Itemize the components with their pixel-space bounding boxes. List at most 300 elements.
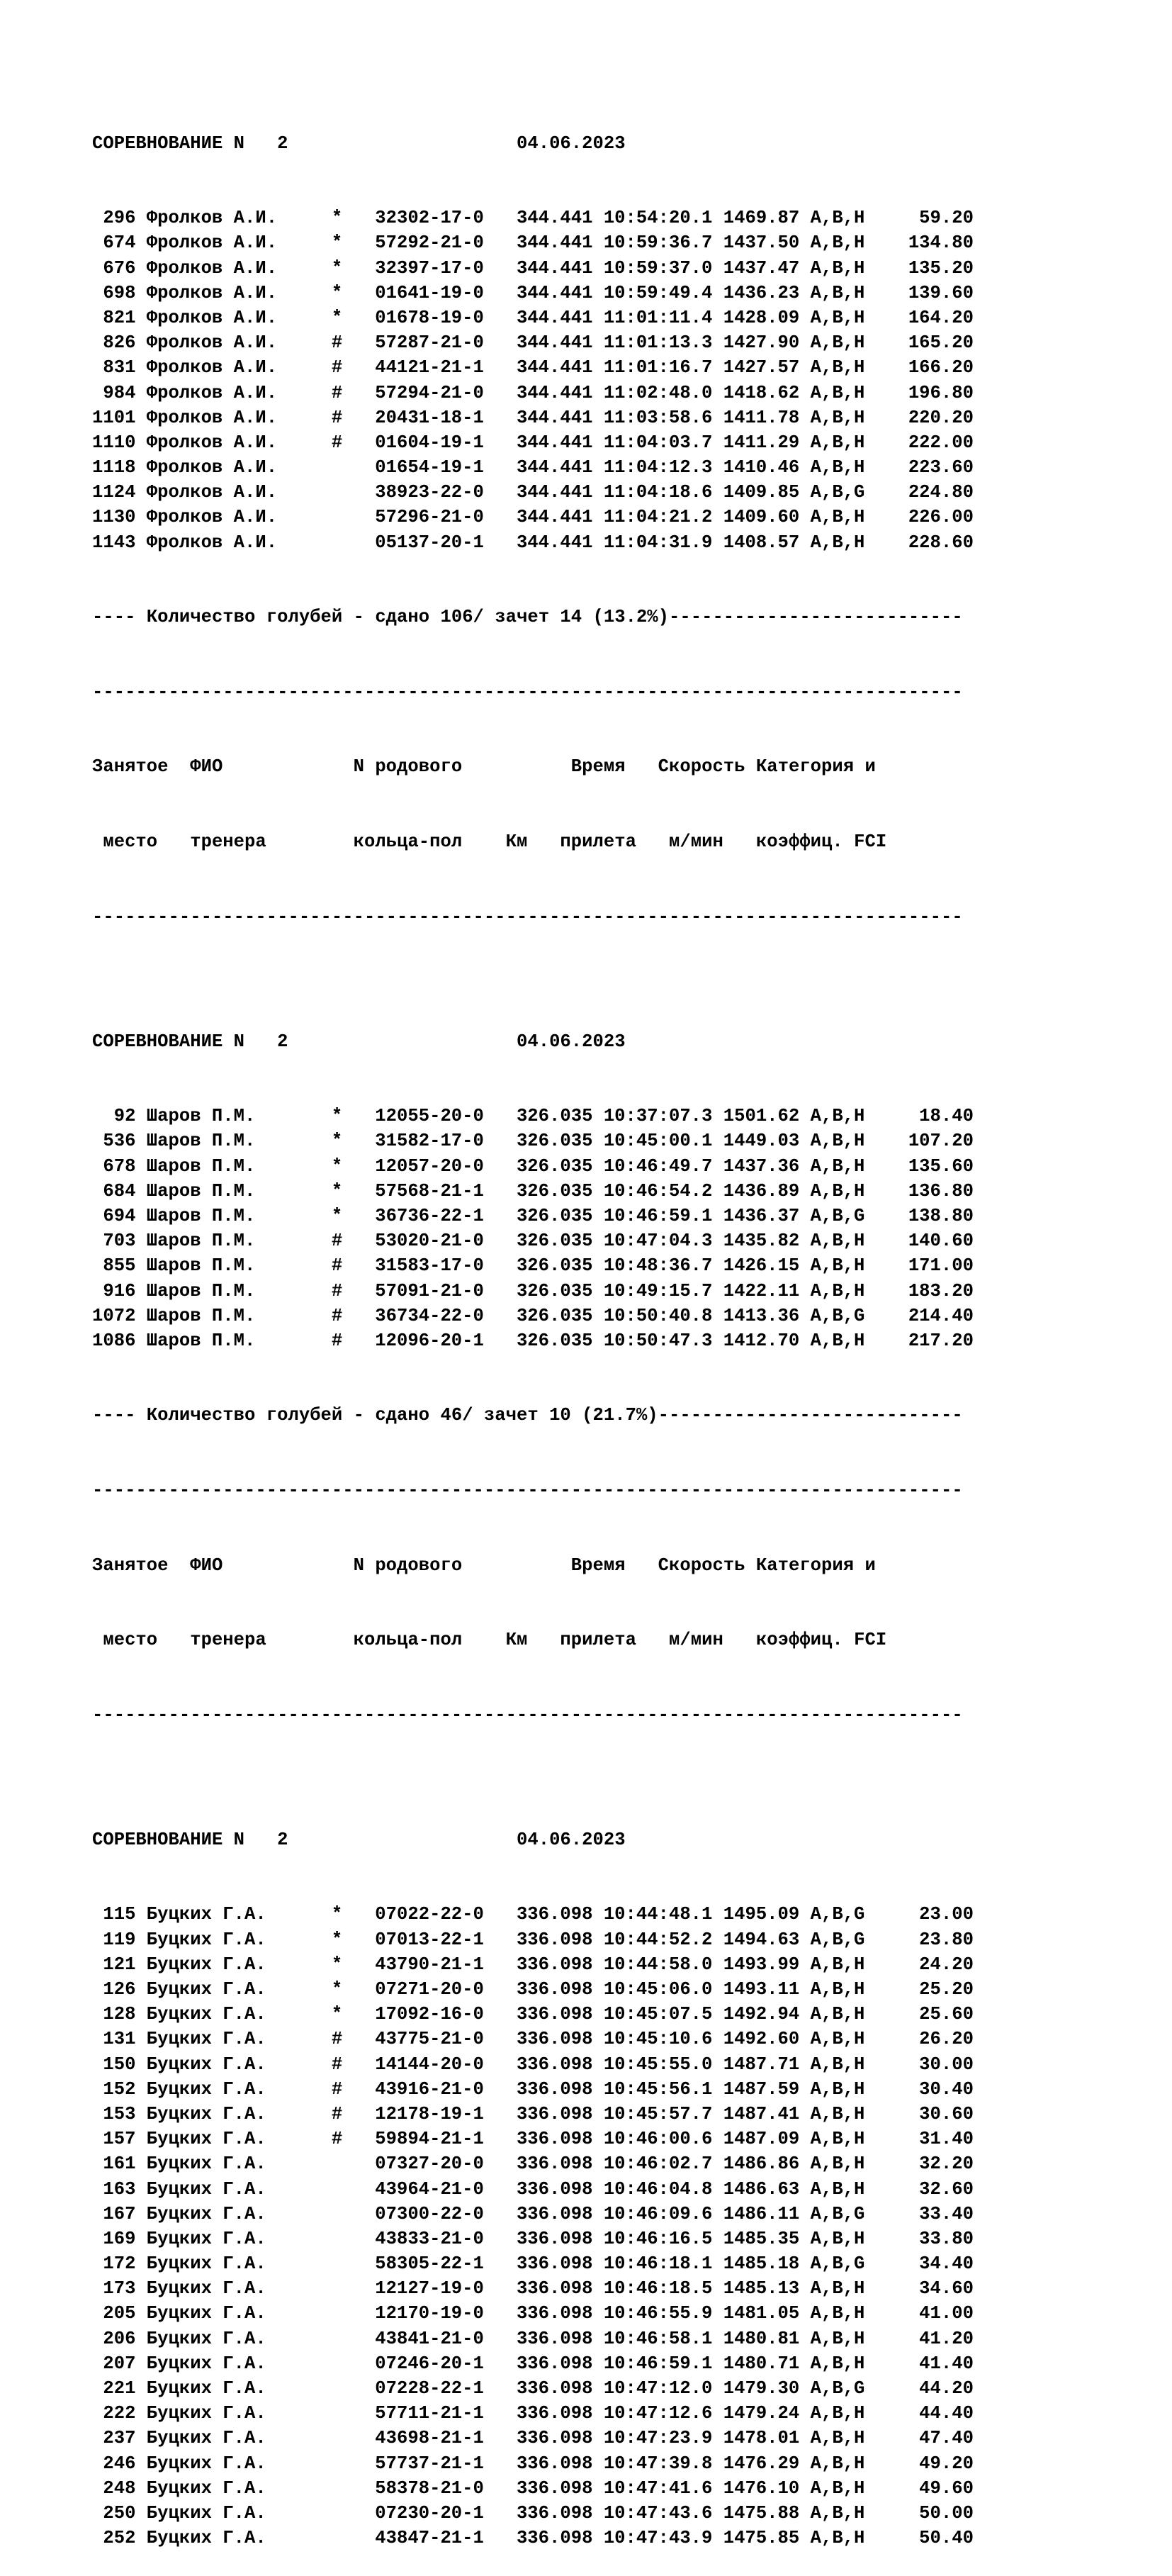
place: 1110 xyxy=(92,432,136,453)
table-row xyxy=(92,2426,1155,2451)
table-row xyxy=(92,1104,1155,1129)
place: 119 xyxy=(92,1929,136,1950)
coefficient: 33.80 xyxy=(919,2228,974,2249)
speed: 1409.60 xyxy=(723,507,800,528)
place: 121 xyxy=(92,1954,136,1975)
place: 1118 xyxy=(92,457,136,478)
coefficient: 23.00 xyxy=(919,1904,974,1925)
category: A,B,H xyxy=(810,2004,865,2025)
mark: * xyxy=(331,1929,343,1950)
arrival-time: 10:47:39.8 xyxy=(603,2453,713,2474)
category: A,B,G xyxy=(810,1205,865,1226)
coefficient: 50.40 xyxy=(919,2528,974,2549)
place: 676 xyxy=(92,257,136,279)
trainer-name: Буцких Г.А. xyxy=(146,2303,266,2324)
ring-number: 38923-22-0 xyxy=(375,482,484,503)
table-row xyxy=(92,306,1155,330)
table-row xyxy=(92,1279,1155,1304)
place: 128 xyxy=(92,2004,136,2025)
arrival-time: 10:45:07.5 xyxy=(603,2004,713,2025)
ring-number: 53020-21-0 xyxy=(375,1231,484,1252)
table-row xyxy=(92,2151,1155,2176)
place: 163 xyxy=(92,2178,136,2200)
coefficient: 23.80 xyxy=(919,1929,974,1950)
speed: 1478.01 xyxy=(723,2428,800,2449)
speed: 1437.50 xyxy=(723,233,800,254)
category: A,B,H xyxy=(810,2428,865,2449)
distance: 344.441 xyxy=(516,507,593,528)
category: A,B,H xyxy=(810,382,865,403)
category: A,B,G xyxy=(810,1929,865,1950)
arrival-time: 10:46:04.8 xyxy=(603,2178,713,2200)
trainer-name: Фролков А.И. xyxy=(146,208,278,229)
place: 115 xyxy=(92,1904,136,1925)
ring-number: 07246-20-1 xyxy=(375,2353,484,2374)
arrival-time: 10:46:18.5 xyxy=(603,2278,713,2300)
category: A,B,G xyxy=(810,1904,865,1925)
arrival-time: 10:46:54.2 xyxy=(603,1180,713,1202)
arrival-time: 10:46:58.1 xyxy=(603,2328,713,2349)
distance: 326.035 xyxy=(516,1255,593,1277)
speed: 1436.89 xyxy=(723,1180,800,1202)
place: 126 xyxy=(92,1979,136,2000)
coefficient: 228.60 xyxy=(908,532,974,553)
category: A,B,H xyxy=(810,2303,865,2324)
place: 250 xyxy=(92,2502,136,2524)
ring-number: 12096-20-1 xyxy=(375,1330,484,1351)
ring-number: 57568-21-1 xyxy=(375,1180,484,1202)
speed: 1481.05 xyxy=(723,2303,800,2324)
place: 152 xyxy=(92,2078,136,2100)
speed: 1476.10 xyxy=(723,2477,800,2499)
table-row xyxy=(92,1328,1155,1353)
category: A,B,H xyxy=(810,307,865,328)
trainer-name: Буцких Г.А. xyxy=(146,2378,266,2399)
arrival-time: 11:04:12.3 xyxy=(603,457,713,478)
ring-number: 57091-21-0 xyxy=(375,1280,484,1301)
coefficient: 24.20 xyxy=(919,1954,974,1975)
arrival-time: 10:47:41.6 xyxy=(603,2477,713,2499)
distance: 336.098 xyxy=(516,2054,593,2075)
speed: 1492.94 xyxy=(723,2004,800,2025)
speed: 1422.11 xyxy=(723,1280,800,1301)
place: 1101 xyxy=(92,407,136,428)
distance: 344.441 xyxy=(516,307,593,328)
trainer-name: Фролков А.И. xyxy=(146,507,278,528)
table-row xyxy=(92,1179,1155,1204)
table-row xyxy=(92,381,1155,405)
table-row xyxy=(92,1952,1155,1977)
ring-number: 07230-20-1 xyxy=(375,2502,484,2524)
speed: 1485.18 xyxy=(723,2253,800,2275)
coefficient: 50.00 xyxy=(919,2502,974,2524)
place: 984 xyxy=(92,382,136,403)
table-row xyxy=(92,1977,1155,2002)
distance: 336.098 xyxy=(516,2203,593,2224)
distance: 336.098 xyxy=(516,2278,593,2300)
distance: 336.098 xyxy=(516,2154,593,2175)
trainer-name: Шаров П.М. xyxy=(146,1280,256,1301)
arrival-time: 11:04:21.2 xyxy=(603,507,713,528)
trainer-name: Шаров П.М. xyxy=(146,1180,256,1202)
speed: 1436.23 xyxy=(723,282,800,303)
place: 153 xyxy=(92,2103,136,2124)
coefficient: 33.40 xyxy=(919,2203,974,2224)
coefficient: 41.00 xyxy=(919,2303,974,2324)
ring-number: 44121-21-1 xyxy=(375,357,484,379)
results-list xyxy=(92,1902,1155,2550)
trainer-name: Буцких Г.А. xyxy=(146,1954,266,1975)
speed: 1409.85 xyxy=(723,482,800,503)
table-row xyxy=(92,2476,1155,2501)
speed: 1428.09 xyxy=(723,307,800,328)
distance: 344.441 xyxy=(516,233,593,254)
category: A,B,H xyxy=(810,1954,865,1975)
place: 173 xyxy=(92,2278,136,2300)
category: A,B,H xyxy=(810,2029,865,2050)
speed: 1492.60 xyxy=(723,2029,800,2050)
ring-number: 01604-19-1 xyxy=(375,432,484,453)
ring-number: 57711-21-1 xyxy=(375,2403,484,2424)
trainer-name: Шаров П.М. xyxy=(146,1255,256,1277)
ring-number: 17092-16-0 xyxy=(375,2004,484,2025)
trainer-name: Буцких Г.А. xyxy=(146,2353,266,2374)
column-header-line-1: Занятое ФИО N родового Время Скорость Категория и xyxy=(92,1555,876,1576)
mark: # xyxy=(331,407,343,428)
distance: 336.098 xyxy=(516,2328,593,2349)
distance: 344.441 xyxy=(516,432,593,453)
arrival-time: 10:37:07.3 xyxy=(603,1106,713,1127)
mark: # xyxy=(331,2078,343,2100)
coefficient: 32.20 xyxy=(919,2154,974,2175)
mark: # xyxy=(331,2054,343,2075)
distance: 344.441 xyxy=(516,482,593,503)
coefficient: 30.00 xyxy=(919,2054,974,2075)
arrival-time: 10:47:23.9 xyxy=(603,2428,713,2449)
distance: 336.098 xyxy=(516,2378,593,2399)
speed: 1494.63 xyxy=(723,1929,800,1950)
trainer-name: Фролков А.И. xyxy=(146,233,278,254)
speed: 1487.41 xyxy=(723,2103,800,2124)
category: A,B,H xyxy=(810,407,865,428)
coefficient: 222.00 xyxy=(908,432,974,453)
mark: * xyxy=(331,1904,343,1925)
section-title: СОРЕВНОВАНИЕ N 2 04.06.2023 xyxy=(92,1031,626,1052)
column-header-line-2: место тренера кольца-пол Км прилета м/мин коэффиц. FCI xyxy=(92,831,887,853)
category: A,B,G xyxy=(810,1305,865,1326)
place: 821 xyxy=(92,307,136,328)
category: A,B,H xyxy=(810,432,865,453)
ring-number: 36736-22-1 xyxy=(375,1205,484,1226)
coefficient: 136.80 xyxy=(908,1180,974,1202)
place: 246 xyxy=(92,2453,136,2474)
trainer-name: Фролков А.И. xyxy=(146,432,278,453)
arrival-time: 11:02:48.0 xyxy=(603,382,713,403)
coefficient: 59.20 xyxy=(919,208,974,229)
speed: 1449.03 xyxy=(723,1131,800,1152)
table-row xyxy=(92,1204,1155,1228)
ring-number: 05137-20-1 xyxy=(375,532,484,553)
place: 222 xyxy=(92,2403,136,2424)
distance: 344.441 xyxy=(516,382,593,403)
trainer-name: Фролков А.И. xyxy=(146,482,278,503)
distance: 326.035 xyxy=(516,1280,593,1301)
distance: 344.441 xyxy=(516,332,593,354)
table-row xyxy=(92,281,1155,306)
mark: * xyxy=(331,1106,343,1127)
arrival-time: 10:46:09.6 xyxy=(603,2203,713,2224)
category: A,B,H xyxy=(810,1280,865,1301)
mark: # xyxy=(331,1305,343,1326)
mark: # xyxy=(331,1255,343,1277)
coefficient: 166.20 xyxy=(908,357,974,379)
coefficient: 49.60 xyxy=(919,2477,974,2499)
table-row xyxy=(92,2102,1155,2127)
distance: 326.035 xyxy=(516,1131,593,1152)
trainer-name: Шаров П.М. xyxy=(146,1155,256,1177)
mark: # xyxy=(331,382,343,403)
mark: # xyxy=(331,2103,343,2124)
ring-number: 12127-19-0 xyxy=(375,2278,484,2300)
distance: 336.098 xyxy=(516,2029,593,2050)
ring-number: 07271-20-0 xyxy=(375,1979,484,2000)
arrival-time: 10:45:56.1 xyxy=(603,2078,713,2100)
speed: 1408.57 xyxy=(723,532,800,553)
place: 92 xyxy=(92,1106,136,1127)
arrival-time: 10:46:18.1 xyxy=(603,2253,713,2275)
table-row xyxy=(92,230,1155,255)
category: A,B,H xyxy=(810,357,865,379)
ring-number: 43698-21-1 xyxy=(375,2428,484,2449)
place: 296 xyxy=(92,208,136,229)
speed: 1469.87 xyxy=(723,208,800,229)
trainer-name: Буцких Г.А. xyxy=(146,2328,266,2349)
arrival-time: 10:50:40.8 xyxy=(603,1305,713,1326)
place: 916 xyxy=(92,1280,136,1301)
distance: 344.441 xyxy=(516,357,593,379)
speed: 1487.59 xyxy=(723,2078,800,2100)
category: A,B,H xyxy=(810,2278,865,2300)
category: A,B,H xyxy=(810,2477,865,2499)
table-row xyxy=(92,2351,1155,2376)
table-row xyxy=(92,2326,1155,2351)
arrival-time: 10:47:12.0 xyxy=(603,2378,713,2399)
table-row xyxy=(92,2177,1155,2202)
ring-number: 20431-18-1 xyxy=(375,407,484,428)
coefficient: 41.40 xyxy=(919,2353,974,2374)
arrival-time: 10:59:36.7 xyxy=(603,233,713,254)
ring-number: 12057-20-0 xyxy=(375,1155,484,1177)
place: 855 xyxy=(92,1255,136,1277)
place: 207 xyxy=(92,2353,136,2374)
coefficient: 41.20 xyxy=(919,2328,974,2349)
coefficient: 26.20 xyxy=(919,2029,974,2050)
distance: 344.441 xyxy=(516,407,593,428)
ring-number: 58378-21-0 xyxy=(375,2477,484,2499)
distance: 336.098 xyxy=(516,2078,593,2100)
arrival-time: 10:45:55.0 xyxy=(603,2054,713,2075)
mark: # xyxy=(331,2029,343,2050)
mark: * xyxy=(331,1155,343,1177)
coefficient: 214.40 xyxy=(908,1305,974,1326)
speed: 1479.24 xyxy=(723,2403,800,2424)
table-row xyxy=(92,2501,1155,2526)
category: A,B,H xyxy=(810,2228,865,2249)
distance: 336.098 xyxy=(516,2103,593,2124)
trainer-name: Фролков А.И. xyxy=(146,532,278,553)
distance: 336.098 xyxy=(516,2453,593,2474)
speed: 1410.46 xyxy=(723,457,800,478)
distance: 336.098 xyxy=(516,1929,593,1950)
speed: 1435.82 xyxy=(723,1231,800,1252)
distance: 336.098 xyxy=(516,2178,593,2200)
place: 205 xyxy=(92,2303,136,2324)
coefficient: 32.60 xyxy=(919,2178,974,2200)
speed: 1427.57 xyxy=(723,357,800,379)
ring-number: 01654-19-1 xyxy=(375,457,484,478)
table-row xyxy=(92,2251,1155,2276)
arrival-time: 10:46:16.5 xyxy=(603,2228,713,2249)
ring-number: 43916-21-0 xyxy=(375,2078,484,2100)
place: 703 xyxy=(92,1231,136,1252)
arrival-time: 10:46:02.7 xyxy=(603,2154,713,2175)
distance: 344.441 xyxy=(516,208,593,229)
coefficient: 47.40 xyxy=(919,2428,974,2449)
table-row xyxy=(92,1304,1155,1328)
table-row xyxy=(92,1927,1155,1952)
place: 172 xyxy=(92,2253,136,2275)
distance: 336.098 xyxy=(516,2528,593,2549)
arrival-time: 10:59:49.4 xyxy=(603,282,713,303)
speed: 1480.81 xyxy=(723,2328,800,2349)
arrival-time: 10:44:48.1 xyxy=(603,1904,713,1925)
arrival-time: 10:46:00.6 xyxy=(603,2129,713,2150)
ring-number: 31582-17-0 xyxy=(375,1131,484,1152)
ring-number: 57296-21-0 xyxy=(375,507,484,528)
table-row xyxy=(92,2127,1155,2151)
distance: 326.035 xyxy=(516,1205,593,1226)
trainer-name: Буцких Г.А. xyxy=(146,2428,266,2449)
speed: 1437.47 xyxy=(723,257,800,279)
table-row xyxy=(92,2451,1155,2476)
section-summary: ---- Количество голубей - сдано 106/ зачет 14 (13.2%)--------------------------- xyxy=(92,607,963,628)
ring-number: 57737-21-1 xyxy=(375,2453,484,2474)
speed: 1485.13 xyxy=(723,2278,800,2300)
speed: 1411.78 xyxy=(723,407,800,428)
mark: * xyxy=(331,1954,343,1975)
trainer-name: Буцких Г.А. xyxy=(146,2078,266,2100)
ring-number: 43964-21-0 xyxy=(375,2178,484,2200)
distance: 326.035 xyxy=(516,1155,593,1177)
place: 678 xyxy=(92,1155,136,1177)
distance: 344.441 xyxy=(516,282,593,303)
table-row xyxy=(92,330,1155,355)
category: A,B,H xyxy=(810,2054,865,2075)
place: 221 xyxy=(92,2378,136,2399)
trainer-name: Буцких Г.А. xyxy=(146,2502,266,2524)
place: 248 xyxy=(92,2477,136,2499)
category: A,B,H xyxy=(810,1255,865,1277)
category: A,B,H xyxy=(810,1180,865,1202)
coefficient: 165.20 xyxy=(908,332,974,354)
trainer-name: Буцких Г.А. xyxy=(146,2278,266,2300)
ring-number: 01678-19-0 xyxy=(375,307,484,328)
place: 237 xyxy=(92,2428,136,2449)
speed: 1487.71 xyxy=(723,2054,800,2075)
ring-number: 31583-17-0 xyxy=(375,1255,484,1277)
category: A,B,H xyxy=(810,2078,865,2100)
trainer-name: Буцких Г.А. xyxy=(146,2203,266,2224)
distance: 336.098 xyxy=(516,2502,593,2524)
trainer-name: Фролков А.И. xyxy=(146,332,278,354)
coefficient: 171.00 xyxy=(908,1255,974,1277)
arrival-time: 10:45:06.0 xyxy=(603,1979,713,2000)
place: 826 xyxy=(92,332,136,354)
coefficient: 34.40 xyxy=(919,2253,974,2275)
mark: * xyxy=(331,1131,343,1152)
speed: 1413.36 xyxy=(723,1305,800,1326)
header-rule-bottom: -------------------------------------------------------------------------------- xyxy=(92,1704,963,1725)
mark: # xyxy=(331,2129,343,2150)
ring-number: 57287-21-0 xyxy=(375,332,484,354)
speed: 1437.36 xyxy=(723,1155,800,1177)
distance: 336.098 xyxy=(516,2303,593,2324)
trainer-name: Буцких Г.А. xyxy=(146,2528,266,2549)
speed: 1486.63 xyxy=(723,2178,800,2200)
place: 694 xyxy=(92,1205,136,1226)
category: A,B,G xyxy=(810,2203,865,2224)
place: 150 xyxy=(92,2054,136,2075)
table-row xyxy=(92,2002,1155,2027)
report-page xyxy=(92,56,1155,2576)
place: 1072 xyxy=(92,1305,136,1326)
ring-number: 07300-22-0 xyxy=(375,2203,484,2224)
arrival-time: 10:47:43.9 xyxy=(603,2528,713,2549)
category: A,B,H xyxy=(810,2103,865,2124)
mark: # xyxy=(331,1280,343,1301)
arrival-time: 10:59:37.0 xyxy=(603,257,713,279)
coefficient: 196.80 xyxy=(908,382,974,403)
distance: 344.441 xyxy=(516,532,593,553)
table-row xyxy=(92,1253,1155,1278)
ring-number: 12178-19-1 xyxy=(375,2103,484,2124)
mark: * xyxy=(331,208,343,229)
header-rule-top: -------------------------------------------------------------------------------- xyxy=(92,681,963,702)
category: A,B,H xyxy=(810,457,865,478)
ring-number: 07013-22-1 xyxy=(375,1929,484,1950)
category: A,B,H xyxy=(810,2353,865,2374)
table-row xyxy=(92,1154,1155,1179)
mark: * xyxy=(331,1979,343,2000)
table-row xyxy=(92,405,1155,430)
trainer-name: Шаров П.М. xyxy=(146,1305,256,1326)
table-row xyxy=(92,2376,1155,2401)
column-header-line-2: место тренера кольца-пол Км прилета м/мин коэффиц. FCI xyxy=(92,1630,887,1651)
header-rule-bottom: -------------------------------------------------------------------------------- xyxy=(92,906,963,927)
distance: 336.098 xyxy=(516,2253,593,2275)
table-row xyxy=(92,480,1155,505)
coefficient: 217.20 xyxy=(908,1330,974,1351)
distance: 336.098 xyxy=(516,2228,593,2249)
category: A,B,G xyxy=(810,2378,865,2399)
distance: 344.441 xyxy=(516,257,593,279)
trainer-name: Фролков А.И. xyxy=(146,307,278,328)
arrival-time: 11:04:31.9 xyxy=(603,532,713,553)
category: A,B,H xyxy=(810,507,865,528)
trainer-name: Фролков А.И. xyxy=(146,357,278,379)
speed: 1493.11 xyxy=(723,1979,800,2000)
coefficient: 30.40 xyxy=(919,2078,974,2100)
